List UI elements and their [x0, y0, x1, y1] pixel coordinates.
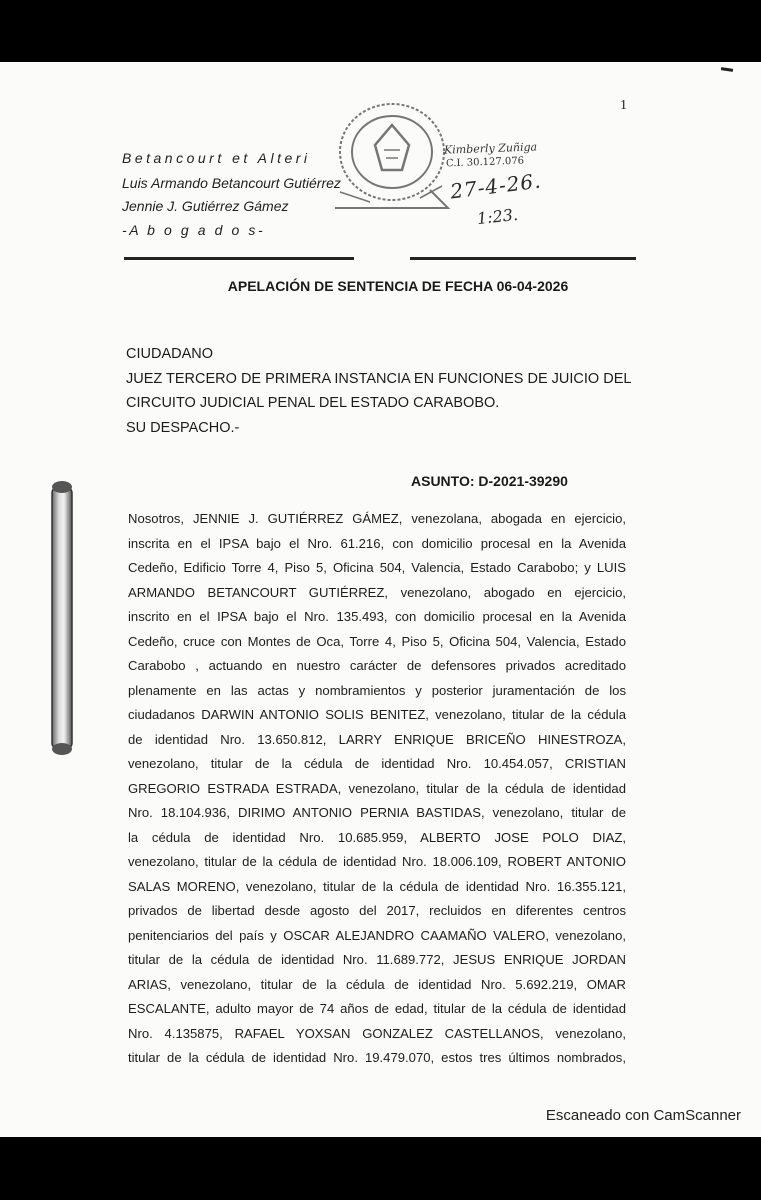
- body-line: inscrito en el IPSA bajo el Nro. 135.493, con domicilio procesal en la Avenida: [128, 609, 626, 624]
- body-line: ESCALANTE, adulto mayor de 74 años de edad, titular de la cédula de identidad: [128, 1001, 626, 1016]
- stamp-signer-name: Kimberly Zuñiga: [443, 140, 538, 157]
- body-line: penitenciarios del país y OSCAR ALEJANDRO CAAMAÑO VALERO, venezolano,: [128, 927, 626, 943]
- corner-mark: [721, 67, 733, 72]
- body-line: Cedeño, Edificio Torre 4, Piso 5, Oficina 504, Valencia, Estado Carabobo; y LUIS: [128, 560, 626, 575]
- body-line: GREGORIO ESTRADA ESTRADA, venezolano, titular de la cédula de identidad: [128, 780, 626, 796]
- body-line: SALAS MORENO, venezolano, titular de la cédula de identidad Nro. 16.355.121,: [128, 878, 626, 894]
- letterhead-firm: Betancourt et Alteri: [122, 150, 311, 166]
- body-line: ciudadanos DARWIN ANTONIO SOLIS BENITEZ, venezolano, titular de la cédula: [128, 707, 626, 722]
- letterhead-divider-left: [124, 257, 354, 260]
- body-line: Cedeño, cruce con Montes de Oca, Torre 4, Piso 5, Oficina 504, Valencia, Estado: [128, 633, 626, 649]
- body-line: privados de libertad desde agosto del 2017, recluidos en diferentes centros: [128, 903, 626, 918]
- addressee-line-1: CIUDADANO: [126, 346, 214, 362]
- body-line: inscrita en el IPSA bajo el Nro. 61.216, con domicilio procesal en la Avenida: [128, 535, 626, 551]
- body-line: Carabobo , actuando en nuestro carácter de defensores privados acreditado: [128, 658, 626, 673]
- body-line: Nro. 4.135875, RAFAEL YOXSAN GONZALEZ CASTELLANOS, venezolano,: [128, 1025, 626, 1041]
- letterhead-role: -A b o g a d o s-: [122, 222, 266, 238]
- body-line: titular de la cédula de identidad Nro. 19.479.070, estos tres últimos nombrados,: [128, 1050, 626, 1065]
- body-line: la cédula de identidad Nro. 10.685.959, ALBERTO JOSE POLO DIAZ,: [128, 829, 626, 845]
- body-line: ARIAS, venezolano, titular de la cédula de identidad Nro. 5.692.219, OMAR: [128, 976, 626, 992]
- handwritten-date: 27-4-26.: [448, 168, 543, 204]
- body-line: de identidad Nro. 13.650.812, LARRY ENRIQUE BRICEÑO HINESTROZA,: [128, 731, 626, 747]
- body-line: ARMANDO BETANCOURT GUTIÉRREZ, venezolano, abogado en ejercicio,: [128, 584, 626, 600]
- stamp-signer-id: C.I. 30.127.076: [445, 155, 525, 170]
- body-line: plenamente en las actas y nombramientos y posterior juramentación de los: [128, 682, 626, 698]
- handwritten-time: 1:23.: [476, 204, 519, 229]
- body-line: Nosotros, JENNIE J. GUTIÉRREZ GÁMEZ, venezolana, abogada en ejercicio,: [128, 511, 626, 526]
- scan-top-border: [0, 0, 761, 62]
- body-line: titular de la cédula de identidad Nro. 11.689.772, JESUS ENRIQUE JORDAN: [128, 952, 626, 967]
- addressee-line-4: SU DESPACHO.-: [126, 420, 240, 436]
- body-line: venezolano, titular de la cédula de identidad Nro. 18.006.109, ROBERT ANTONIO: [128, 854, 626, 869]
- addressee-line-3: CIRCUITO JUDICIAL PENAL DEL ESTADO CARABOBO.: [126, 395, 500, 411]
- camscanner-watermark: Escaneado con CamScanner: [545, 1107, 741, 1124]
- body-line: Nro. 18.104.936, DIRIMO ANTONIO PERNIA BASTIDAS, venezolano, titular de: [128, 805, 626, 820]
- document-page: [0, 62, 761, 1137]
- scan-bottom-border: [0, 1137, 761, 1200]
- page-number: 1: [620, 98, 627, 113]
- letterhead-lawyer-2: Jennie J. Gutiérrez Gámez: [122, 198, 289, 214]
- binder-clip-mark: [48, 477, 76, 759]
- document-title: APELACIÓN DE SENTENCIA DE FECHA 06-04-2026: [227, 278, 569, 294]
- body-line: venezolano, titular de la cédula de identidad Nro. 10.454.057, CRISTIAN: [128, 756, 626, 771]
- letterhead-lawyer-1: Luis Armando Betancourt Gutiérrez: [122, 175, 341, 191]
- addressee-line-2: JUEZ TERCERO DE PRIMERA INSTANCIA EN FUNCIONES DE JUICIO DEL: [126, 371, 632, 387]
- case-subject: ASUNTO: D-2021-39290: [411, 473, 568, 489]
- letterhead-divider-right: [410, 257, 636, 260]
- body-paragraph: [128, 507, 626, 1071]
